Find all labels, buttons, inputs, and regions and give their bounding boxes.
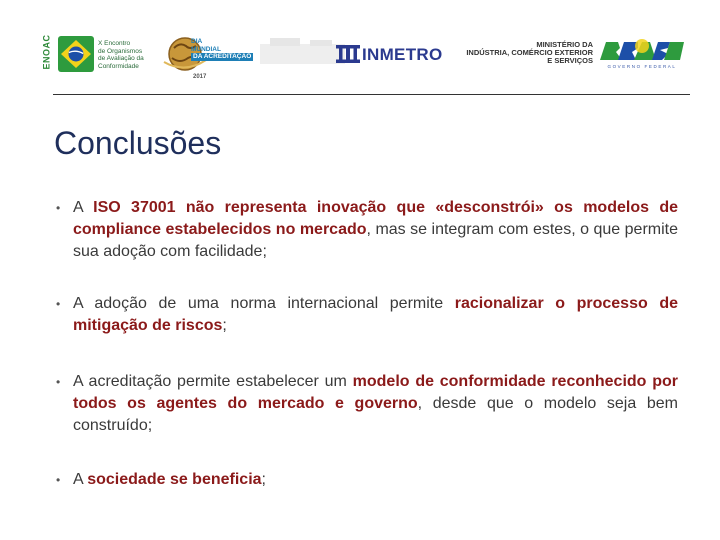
bullet-marker: • xyxy=(56,297,61,311)
header-logos xyxy=(0,0,720,95)
bullet-text: A adoção de uma norma internacional permite racionalizar o processo de mitigação de riscos; xyxy=(73,295,679,334)
dia-mundial-text: DIA MUNDIAL DA ACREDITAÇÃO xyxy=(191,38,252,60)
brazil-flag-icon xyxy=(58,36,94,72)
ministerio-text: MINISTÉRIO DA INDÚSTRIA, COMÉRCIO EXTERIOR E SERVIÇOS xyxy=(466,40,593,65)
bullet-item-2 xyxy=(56,293,678,337)
bullet-item-1 xyxy=(56,197,678,263)
page-title: Conclusões xyxy=(54,125,222,161)
bullet-item-4 xyxy=(56,469,678,491)
bullet-item-3 xyxy=(56,371,678,437)
header-divider xyxy=(53,94,690,95)
bullet-text: A ISO 37001 não representa inovação que «desconstrói» os modelos de compliance estabelecidos no mercado, mas se integram com estes, o que permite sua adoção com facilidade; xyxy=(73,199,679,260)
enoac-label: ENOAC xyxy=(41,34,52,70)
inmetro-logo-text: INMETRO xyxy=(362,45,443,64)
enoac-logo xyxy=(42,34,56,74)
encontro-text: X Encontro de Organismos de Avaliação da Conformidade xyxy=(98,40,144,70)
bullet-marker: • xyxy=(56,201,61,215)
bullet-text: A acreditação permite estabelecer um modelo de conformidade reconhecido por todos os agentes do mercado e governo, desde que o modelo seja bem construído; xyxy=(73,373,678,434)
brasil-subtitle: GOVERNO FEDERAL xyxy=(607,64,677,69)
bullet-marker: • xyxy=(56,375,61,389)
bullet-text: A sociedade se beneficia; xyxy=(73,471,266,488)
inmetro-logo-icon xyxy=(336,42,360,66)
dia-year: 2017 xyxy=(193,74,207,80)
bullet-marker: • xyxy=(56,473,61,487)
